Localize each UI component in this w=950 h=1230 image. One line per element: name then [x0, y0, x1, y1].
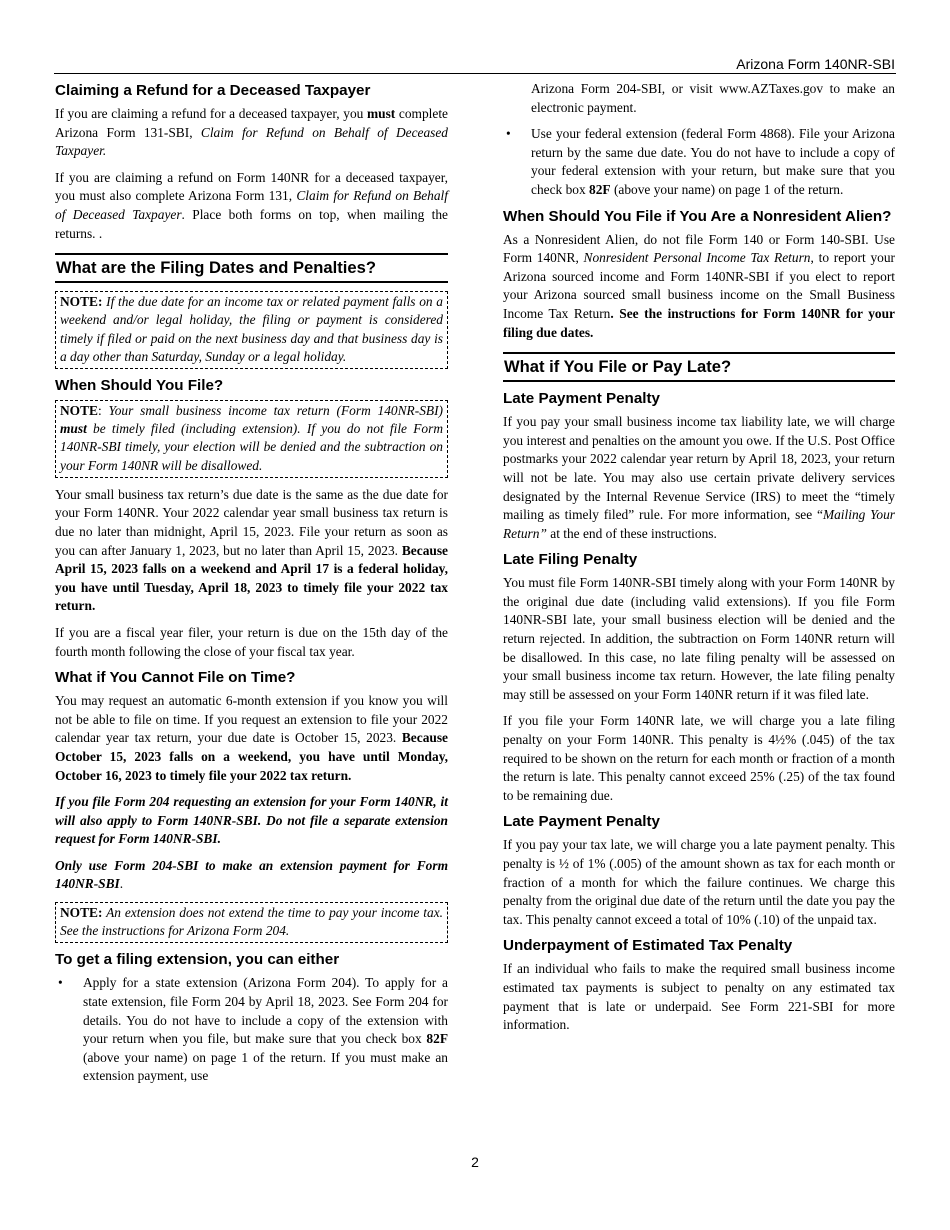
list-item-federal-extension: • Use your federal extension (federal Form 4868). File your Arizona return by the same due date. You do not have to include a copy of your federal extension with your return, but make sure that you check box 82F (above your name) on page 1 of the return.	[503, 125, 895, 199]
paragraph-form-204: If you file Form 204 requesting an extension for your Form 140NR, it will also apply to Form 140NR-SBI. Do not file a separate extension request for Form 140NR-SBI.	[55, 794, 448, 847]
paragraph-late-payment-2: If you pay your tax late, we will charge you a late payment penalty. This penalty is ½ of 1% (.005) of the amount shown as tax for each month or fraction of a month for which the failure continues. We charge this penalty from the original due date of the return until the date you pay the tax. This penalty cannot exceed a total of 10% (.10) of the unpaid tax.	[503, 837, 895, 927]
paragraph-nonresident-alien: As a Nonresident Alien, do not file Form 140 or Form 140-SBI. Use Form 140NR, Nonresident Personal Income Tax Return, to report your Arizona sourced income and Form 140NR-SBI if you elect to report your Arizona sourced small business income on the Small Business Income Tax Return. See the instructions for Form 140NR for your filing due dates.	[503, 231, 896, 340]
paragraph-late-payment-1: If you pay your small business income tax liability late, we will charge you interest and penalties on the amount you owe. If the U.S. Post Office postmarks your 2022 calendar year return by April 18, 2023, your return will not be late. You may also use certain private delivery services designated by the Internal Revenue Service (IRS) to meet the “timely mailing as timely filed” rule. For more information, see “Mailing Your Return” at the end of these instructions.	[503, 414, 895, 541]
note-timely-filing: NOTE: Your small business income tax return (Form 140NR-SBI) must be timely filed (including extension). If you do not file Form 140NR-SBI timely, your election will be denied and the subtraction on your Form 140NR will be disallowed.	[55, 400, 448, 478]
paragraph-late-filing-2: If you file your Form 140NR late, we will charge you a late filing penalty on your Form 140NR. This penalty is 4½% (.045) of the tax required to be shown on the return for each month or fraction of a month the return is late. This penalty cannot exceed 25% (.25) of the tax found to be remaining due.	[503, 713, 895, 803]
list-item-state-extension: • Apply for a state extension (Arizona Form 204). To apply for a state extension, file Form 204 by April 18, 2023. See Form 204 for details. You do not have to include a copy of the extension with your return when you file, but make sure that you check box 82F (above your name) on page 1 of the return. If you must make an extension payment, use	[55, 974, 448, 1086]
paragraph-extension: You may request an automatic 6-month extension if you know you will not be able to file on time. If you request an extension to file your 2022 calendar year tax return, your due date is October 15, 2023. Because October 15, 2023 falls on a weekend, you have until Monday, October 16, 2023 to timely file your 2022 tax return.	[55, 693, 448, 783]
paragraph-due-date: Your small business tax return’s due date is the same as the due date for your Form 140NR. Your 2022 calendar year small business tax return is due no later than midnight, April 15, 2023. File your return as soon as you can after January 1, 2023, but no later than April 15, 2023. Because April 15, 2023 falls on a weekend and April 17 is a federal holiday, you have until Tuesday, April 18, 2023 to timely file your 2022 tax return.	[55, 486, 448, 614]
page-number: 2	[471, 1154, 479, 1170]
section-heading-filing-dates: What are the Filing Dates and Penalties?	[55, 253, 448, 283]
paragraph-fiscal-year: If you are a fiscal year filer, your return is due on the 15th day of the fourth month following the close of your fiscal tax year.	[55, 624, 448, 659]
section-heading-file-pay-late: What if You File or Pay Late?	[503, 352, 895, 382]
header-divider	[54, 73, 896, 74]
heading-nonresident-alien: When Should You File if You Are a Nonresident Alien?	[503, 207, 892, 225]
extension-options-list-continued	[503, 125, 895, 199]
heading-cannot-file: What if You Cannot File on Time?	[55, 669, 296, 687]
paragraph-only-204-sbi: Only use Form 204-SBI to make an extension payment for Form 140NR-SBI.	[55, 857, 448, 892]
heading-deceased-refund: Claiming a Refund for a Deceased Taxpayer	[55, 82, 371, 99]
heading-late-payment-penalty-2: Late Payment Penalty	[503, 813, 660, 831]
paragraph-underpayment: If an individual who fails to make the required small business income estimated tax payments is subject to penalty on any estimated tax payment that is late or underpaid. See Form 221-SBI for more information.	[503, 961, 895, 1033]
extension-options-list	[55, 974, 448, 1086]
form-header-title: Arizona Form 140NR-SBI	[736, 56, 895, 72]
heading-when-to-file: When Should You File?	[55, 376, 224, 394]
heading-get-extension: To get a filing extension, you can either	[55, 951, 340, 969]
left-column	[55, 80, 448, 1094]
paragraph-late-filing-1: You must file Form 140NR-SBI timely along with your Form 140NR by the original due date (including valid extensions). If you file Form 140NR-SBI late, your small business election will be denied and the return rejected. In addition, the subtraction on Form 140NR return will be disallowed. In this case, no late filing penalty will be assessed on your small business income tax return. However, the late filing penalty may still be assessed on your Form 140NR return if it was filed late.	[503, 575, 895, 702]
paragraph-deceased-1: If you are claiming a refund for a deceased taxpayer, you must complete Arizona Form 131-SBI, Claim for Refund on Behalf of Deceased Taxpayer.	[55, 106, 449, 159]
right-column	[503, 80, 895, 1043]
paragraph-deceased-2: If you are claiming a refund on Form 140NR for a deceased taxpayer, you must also complete Arizona Form 131, Claim for Refund on Behalf of Deceased Taxpayer. Place both forms on top, when mailing the returns. .	[55, 169, 448, 241]
heading-underpayment-penalty: Underpayment of Estimated Tax Penalty	[503, 937, 793, 955]
note-due-date-holiday: NOTE: If the due date for an income tax or related payment falls on a weekend and/or legal holiday, the filing or payment is considered timely if filed or paid on the next business day and that business day is a day other than Saturday, Sunday or a legal holiday.	[55, 291, 448, 369]
heading-late-payment-penalty-1: Late Payment Penalty	[503, 390, 660, 408]
note-extension-payment: NOTE: An extension does not extend the time to pay your income tax. See the instructions for Arizona Form 204.	[55, 902, 448, 943]
list-item-state-extension-continued: Arizona Form 204-SBI, or visit www.AZTaxes.gov to make an electronic payment.	[531, 81, 895, 115]
heading-late-filing-penalty: Late Filing Penalty	[503, 551, 638, 569]
